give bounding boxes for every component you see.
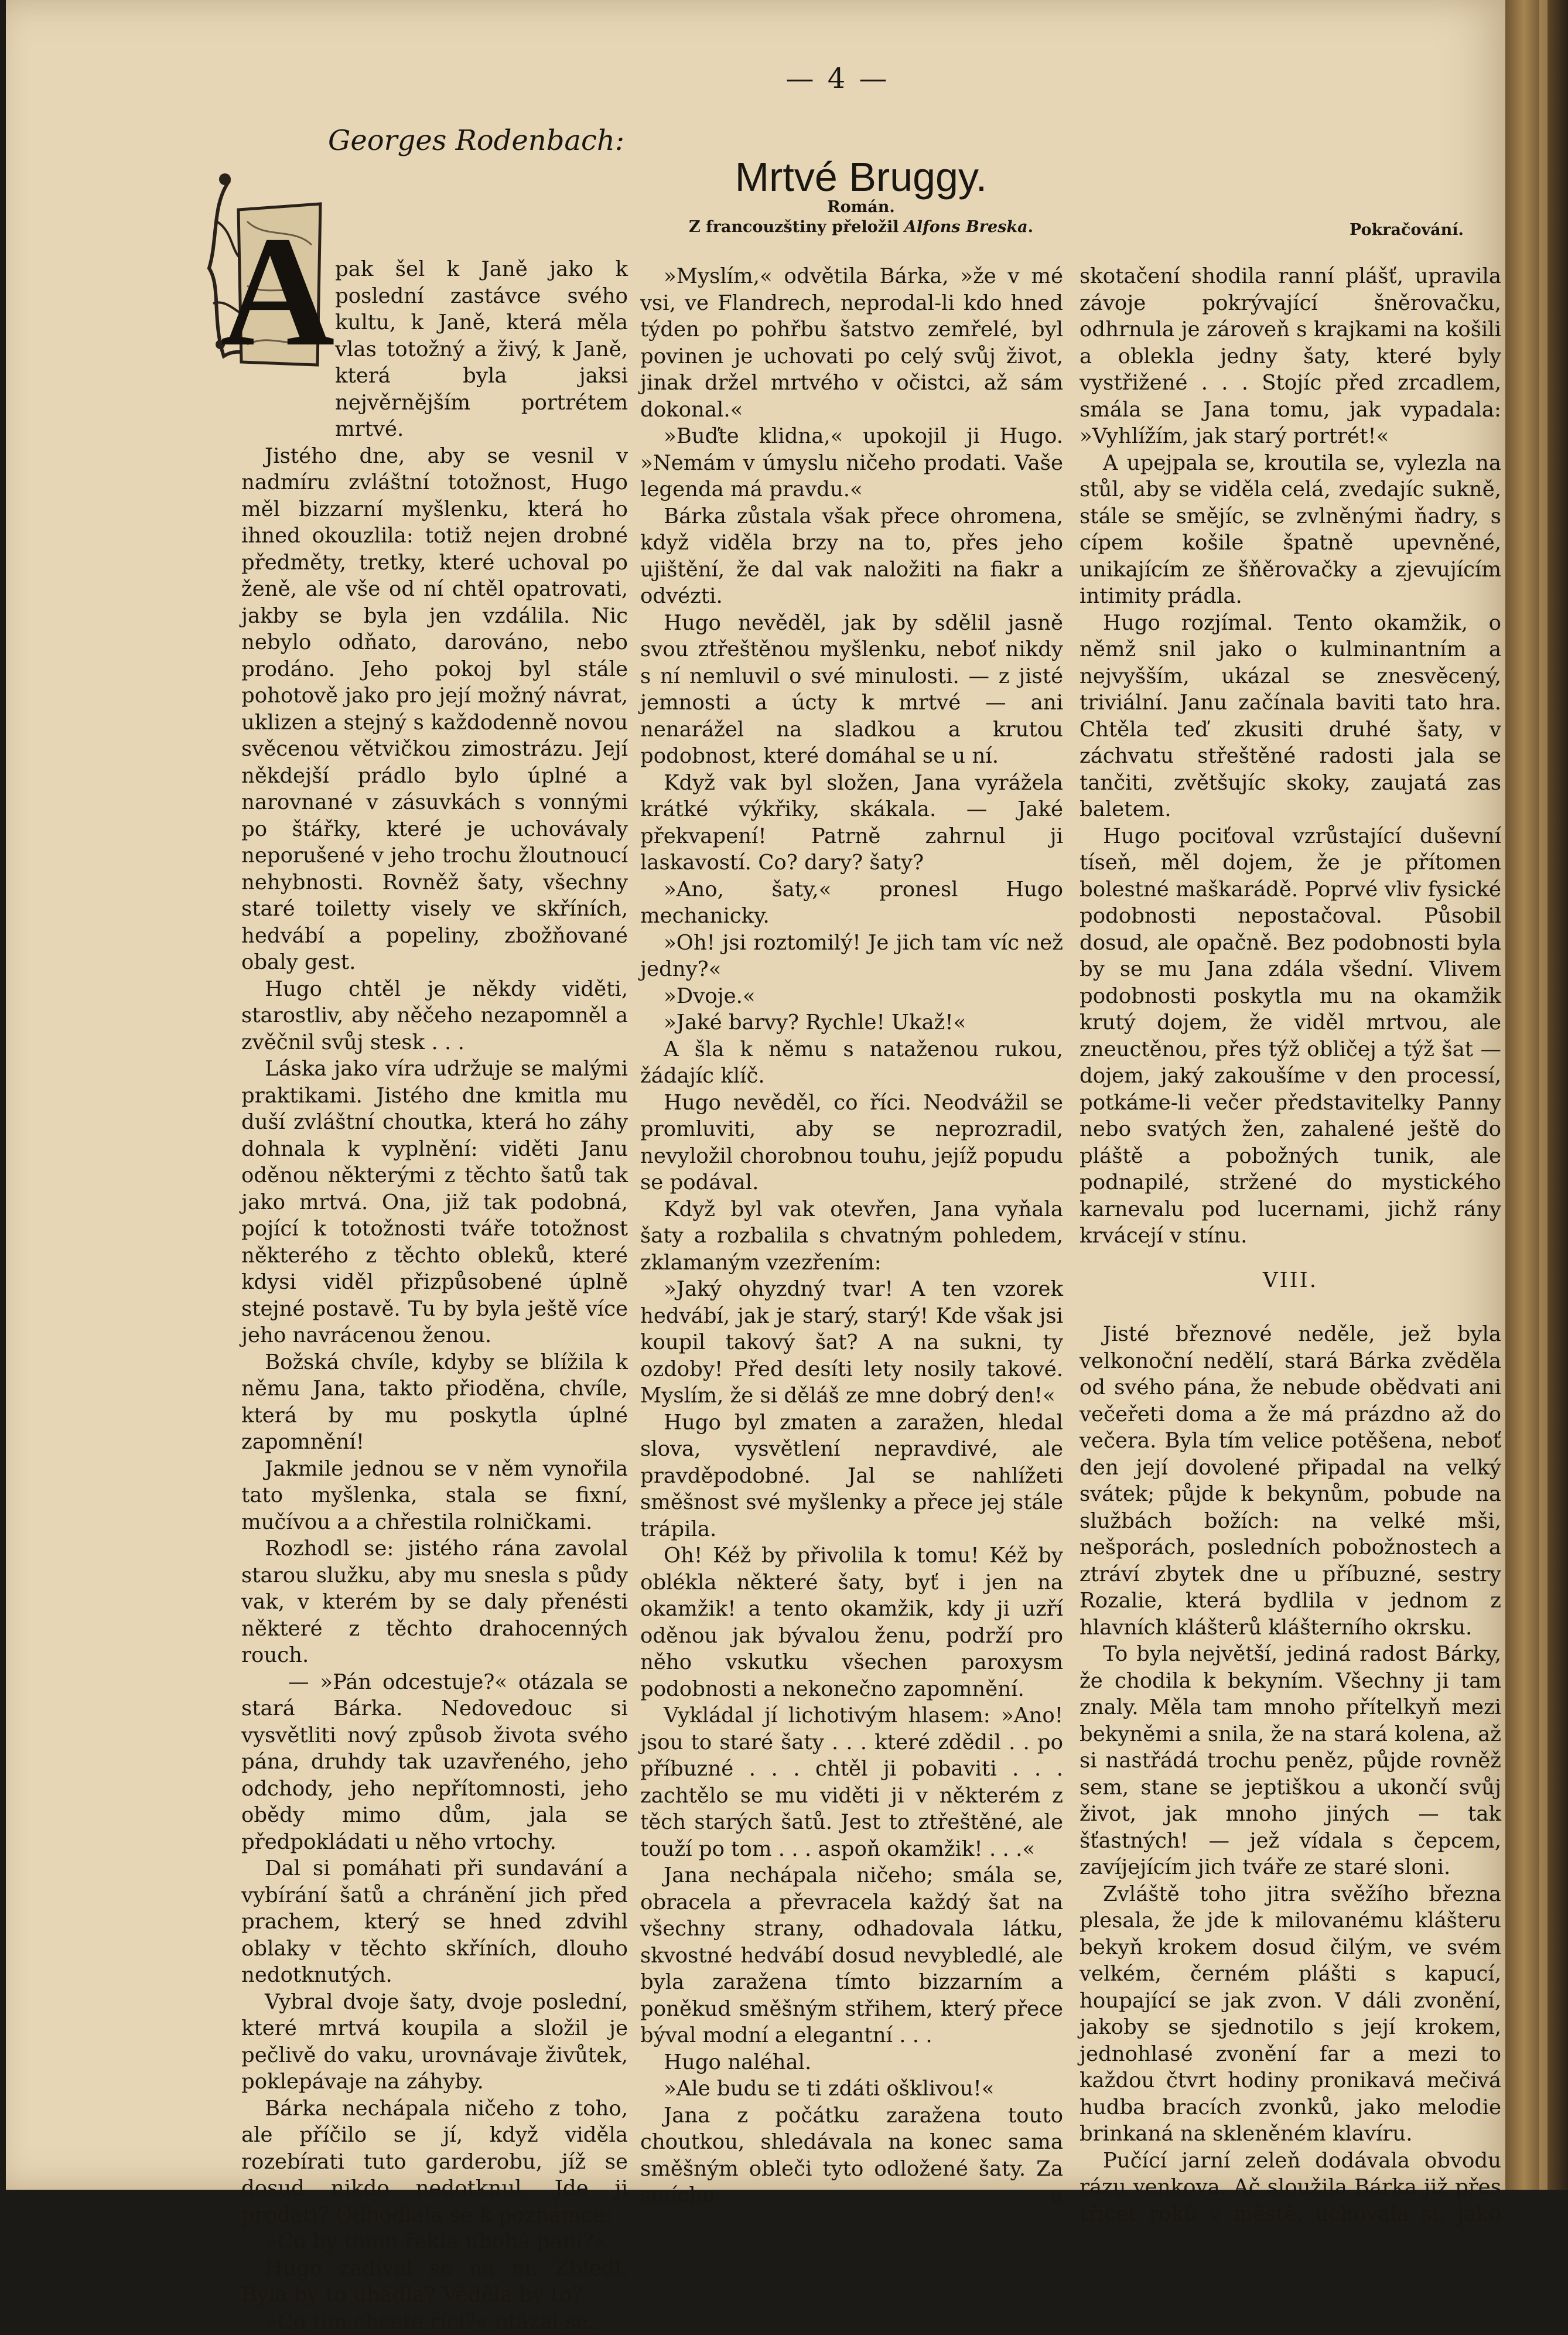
- paragraph: Hugo nevěděl, co říci. Neodvážil se promluviti, aby se neprozradil, nevyložil chorobnou touhu, jejíž popudu se podával.: [640, 1090, 1063, 1196]
- translation-prefix: Z francouzštiny přeložil: [689, 218, 899, 236]
- paragraph: »Buďte klidna,« upokojil ji Hugo. »Nemám v úmyslu ničeho prodati. Vaše legenda má pravdu.«: [640, 423, 1063, 503]
- dropcap-letter: A: [221, 204, 335, 379]
- paragraph: To byla největší, jediná radost Bárky, že chodila k bekyním. Všechny ji tam znaly. Měla tam mnoho přítelkyň mezi bekyněmi a snila, že na stará kolena, až si nastřádá trochu peněz, půjde rovněž sem, stane se jeptiškou a ukončí svůj život, jak mnoho jiných — tak šťastných! — jež vídala s čepcem, zavíjejícím jich tváře ze staré sloni.: [1080, 1641, 1501, 1881]
- paragraph: Božská chvíle, kdyby se blížila k němu Jana, takto přioděna, chvíle, která by mu poskytla úplné zapomnění!: [241, 1349, 628, 1456]
- paragraph: »Ano, šaty,« pronesl Hugo mechanicky.: [640, 876, 1063, 930]
- paragraph: Bárka nechápala ničeho z toho, ale příčilo se jí, když viděla rozebírati tuto garderobu, jíž se dosud nikdo nedotknul. Jde ji prodati? Odhodlala se k poznámce:: [241, 2095, 628, 2229]
- paragraph: »Co tím chcete říci?« otázal se.: [241, 2309, 628, 2335]
- paragraph: Jakmile jednou se v něm vynořila tato myšlenka, stala se fixní, mučívou a a chřestila rolničkami.: [241, 1456, 628, 1536]
- genre-label: Román.: [627, 198, 1095, 216]
- paragraph: Hugo rozjímal. Tento okamžik, o němž snil jako o kulminantním a nejvyšším, ukázal se znesvěcený, triviální. Janu začínala baviti tato hra. Chtěla teď zkusiti druhé šaty, v záchvatu střeštěné radosti jala se tančiti, zvětšujíc skoky, zaujatá zas baletem.: [1080, 610, 1501, 823]
- paragraph: Rozhodl se: jistého rána zavolal starou služku, aby mu snesla s půdy vak, v kterém by se daly přenésti některé z těchto drahocenných rouch.: [241, 1535, 628, 1669]
- paragraph: Když byl vak otevřen, Jana vyňala šaty a rozbalila s chvatným pohledem, zklamaným vzezřením:: [640, 1196, 1063, 1276]
- translator-name: Alfons Breska: [904, 218, 1028, 236]
- spine-edge: [1539, 0, 1547, 2190]
- paragraph: Bárka zůstala však přece ohromena, když viděla brzy na to, přes jeho ujištění, že dal vak naložiti na fiakr a odvézti.: [640, 503, 1063, 610]
- paragraph: skotačení shodila ranní plášť, upravila závoje pokrývající šněrovačku, odhrnula je zároveň s krajkami na košili a oblekla jedny šaty, které byly vystřižené . . . Stojíc před zrcadlem, smála se Jana tomu, jak vypadala: »Vyhlížím, jak starý portrét!«: [1080, 263, 1501, 450]
- author-name: Georges Rodenbach:: [328, 124, 624, 157]
- paragraph: »Oh! jsi roztomilý! Je jich tam víc než jedny?«: [640, 930, 1063, 983]
- paragraph: Hugo nevěděl, jak by sdělil jasně svou ztřeštěnou myšlenku, neboť nikdy s ní nemluvil o své minulosti. — z jisté jemnosti a úcty k mrtvé — ani nenarážel na sladkou a krutou podobnost, které domáhal se u ní.: [640, 610, 1063, 770]
- page-number: — 4 —: [767, 62, 908, 95]
- paragraph: Hugo naléhal.: [640, 2049, 1063, 2076]
- text-column-2: [640, 263, 1063, 2209]
- paragraph: »Myslím,« odvětila Bárka, »že v mé vsi, ve Flandrech, neprodal-li kdo hned týden po pohřbu šatstvo zemřelé, byl povinen je uchovati po celý svůj život, jinak držel mrtvého v očistci, až sám dokonal.«: [640, 263, 1063, 423]
- paragraph: Hugo chtěl je někdy viděti, starostliv, aby něčeho nezapomněl a zvěčnil svůj stesk . . .: [241, 976, 628, 1056]
- paragraph: Dal si pomáhati při sundavání a vybírání šatů a chránění jich před prachem, který se hned zdvihl oblaky v těchto skříních, dlouho nedotknutých.: [241, 1855, 628, 1989]
- paragraph: Jisté březnové neděle, jež byla velkonoční nedělí, stará Bárka zvěděla od svého pána, že nebude obědvati ani večeřeti doma a že má prázdno až do večera. Byla tím velice potěšena, neboť den její dovolené připadal na velký svátek; půjde k bekynům, pobude na službách božích: na velké mši, nešporách, posledních pobožnostech a ztráví zbytek dne u příbuzné, sestry Rozalie, která bydlila v jednom z hlavních klášterů klášterního okrsku.: [1080, 1321, 1501, 1641]
- paragraph: »Jaké barvy? Rychle! Ukaž!«: [640, 1009, 1063, 1036]
- paragraph: Hugo zadíval se na ni. Zbledl. Byla by to uhádla? Věděla by to?: [241, 2255, 628, 2309]
- newspaper-page: [6, 0, 1505, 2190]
- article-title: Mrtvé Bruggy.: [627, 153, 1095, 200]
- paragraph: Zvláště toho jitra svěžího března plesala, že jde k milovanému klášteru bekyň krokem dosud čilým, ve svém velkém, černém plášti s kapucí, houpající se jak zvon. V dáli zvonění, jakoby se sjednotilo s její krokem, jednohlasé zvonění far a mezi to každou čtvrt hodiny pronikavá mečivá hudba bracích zvonků, jako melodie brinkaná na skleněném klavíru.: [1080, 1881, 1501, 2148]
- paragraph: »Ale budu se ti zdáti ošklivou!«: [640, 2075, 1063, 2102]
- paragraph: Hugo byl zmaten a zaražen, hledal slova, vysvětlení nepravdivé, ale pravděpodobné. Jal se nahlížeti směšnost své myšlenky a přece jej stále trápila.: [640, 1409, 1063, 1543]
- paragraph: Jana z počátku zaražena touto choutkou, shledávala na konec sama směšným obleči tyto odložené šaty. Za smíchu a: [640, 2102, 1063, 2209]
- text-column-1: [241, 256, 628, 2335]
- translator-line: [627, 218, 1095, 236]
- paragraph: Pučící jarní zeleň dodávala obvodu rázu venkova. Ač sloužila Bárka již přes třicet roků v městě, uchovala si, jako: [1080, 2148, 1501, 2228]
- paragraph: Jistého dne, aby se vesnil v nadmíru zvláštní totožnost, Hugo měl bizzarní myšlenku, která ho ihned okouzlila: totiž nejen drobné předměty, tretky, které uchoval po ženě, ale vše od ní chtěl opatrovati, jakby se byla jen vzdálila. Nic nebylo odňato, darováno, nebo prodáno. Jeho pokoj byl stále pohotově jako pro její možný návrat, uklizen a stejný s každodenně novou svěcenou větvičkou zimostrázu. Její někdejší prádlo bylo úplné a narovnané v zásuvkách s vonnými po štářky, které je uchovávaly neporušené v jeho trochu žloutnoucí nehybnosti. Rovněž šaty, všechny staré toiletty visely ve skříních, hedvábí a popeliny, zbožňované obaly gest.: [241, 443, 628, 976]
- paragraph: Hugo pociťoval vzrůstající duševní tíseň, měl dojem, že je přítomen bolestné maškarádě. Poprvé vliv fysické podobnosti nepostačoval. Působil dosud, ale opačně. Bez podobnosti byla by se mu Jana zdála všední. Vlivem podobnosti poskytla mu na okamžik krutý dojem, že viděl mrtvou, ale zneuctěnou, přes týž obličej a týž šat — dojem, jaký zakoušíme v den processí, potkáme-li večer představitelky Panny nebo svatých žen, zahalené ještě do pláště a pobožných tunik, ale podnapilé, stržené do mystického karnevalu pod lucernami, jichž rány krvácejí v stínu.: [1080, 823, 1501, 1250]
- paragraph: Vybral dvoje šaty, dvoje poslední, které mrtvá koupila a složil je pečlivě do vaku, urovnávaje živůtek, poklepávaje na záhyby.: [241, 1989, 628, 2095]
- paragraph: — »Pán odcestuje?« otázala se stará Bárka. Nedovedouc si vysvětliti nový způsob života svého pána, druhdy tak uzavřeného, jeho odchody, jeho nepřítomnosti, jeho obědy mimo dům, jala se předpokládati u něho vrtochy.: [241, 1669, 628, 1856]
- translator-period: .: [1028, 218, 1033, 236]
- paragraph: Oh! Kéž by přivolila k tomu! Kéž by oblékla některé šaty, byť i jen na okamžik! a tento okamžik, kdy ji uzří oděnou jak bývalou ženu, podrží pro něho vskutku všechen paroxysm podobnosti a nekonečno zapomnění.: [640, 1542, 1063, 1702]
- paragraph: Jana nechápala ničeho; smála se, obracela a převracela každý šat na všechny strany, odhadovala látku, skvostné hedvábí dosud nevybledlé, ale byla zaražena tímto bizzarním a poněkud směšným střihem, který přece býval modní a elegantní . . .: [640, 1862, 1063, 2049]
- text-column-3: [1080, 263, 1501, 2227]
- paragraph: Láska jako víra udržuje se malými praktikami. Jistého dne kmitla mu duší zvláštní choutka, která ho záhy dohnala k vyplnění: viděti Janu oděnou některými z těchto šatů tak jako mrtvá. Ona, již tak podobná, pojící k totožnosti tváře totožnost některého z těchto obleků, které kdysi viděl přizpůsobené úplně stejné postavě. Tu by byla ještě více jeho navrácenou ženou.: [241, 1056, 628, 1349]
- paragraph: Když vak byl složen, Jana vyrážela krátké výkřiky, skákala. — Jaké překvapení! Patrně zahrnul ji laskavostí. Co? dary? šaty?: [640, 770, 1063, 876]
- chapter-heading: VIII.: [1080, 1267, 1501, 1294]
- paragraph: »Jaký ohyzdný tvar! A ten vzorek hedvábí, jak je starý, starý! Kde však jsi koupil takový šat? A na sukni, ty ozdoby! Před desíti lety nosily takové. Myslím, že si děláš ze mne dobrý den!«: [640, 1276, 1063, 1409]
- paragraph: A upejpala se, kroutila se, vylezla na stůl, aby se viděla celá, zvedajíc sukně, stále se smějíc, se zvlněnými ňadry, s cípem košile špatně upevněné, unikajícím ze šňěrovačky a zjevujícím intimity prádla.: [1080, 450, 1501, 610]
- continued-label: Pokračování.: [1350, 221, 1464, 239]
- paragraph: »Co by tomu řekla ubohá paní?«: [241, 2228, 628, 2255]
- paragraph: A šla k němu s nataženou rukou, žádajíc klíč.: [640, 1036, 1063, 1090]
- paragraph: »Dvoje.«: [640, 983, 1063, 1010]
- paragraph: Vykládal jí lichotivým hlasem: »Ano! jsou to staré šaty . . . které zdědil . . po příbuzné . . . chtěl ji pobaviti . . . zachtělo se mu viděti ji v některém z těch starých šatů. Jest to ztřeštěné, ale touží po tom . . . aspoň okamžik! . . .«: [640, 1702, 1063, 1862]
- paragraph: pak šel k Janě jako k poslední zastávce svého kultu, k Janě, která měla vlas totožný a živý, k Janě, která byla jaksi nejvěrnějším portrétem mrtvé.: [335, 256, 628, 443]
- book-spine: [1505, 0, 1568, 2190]
